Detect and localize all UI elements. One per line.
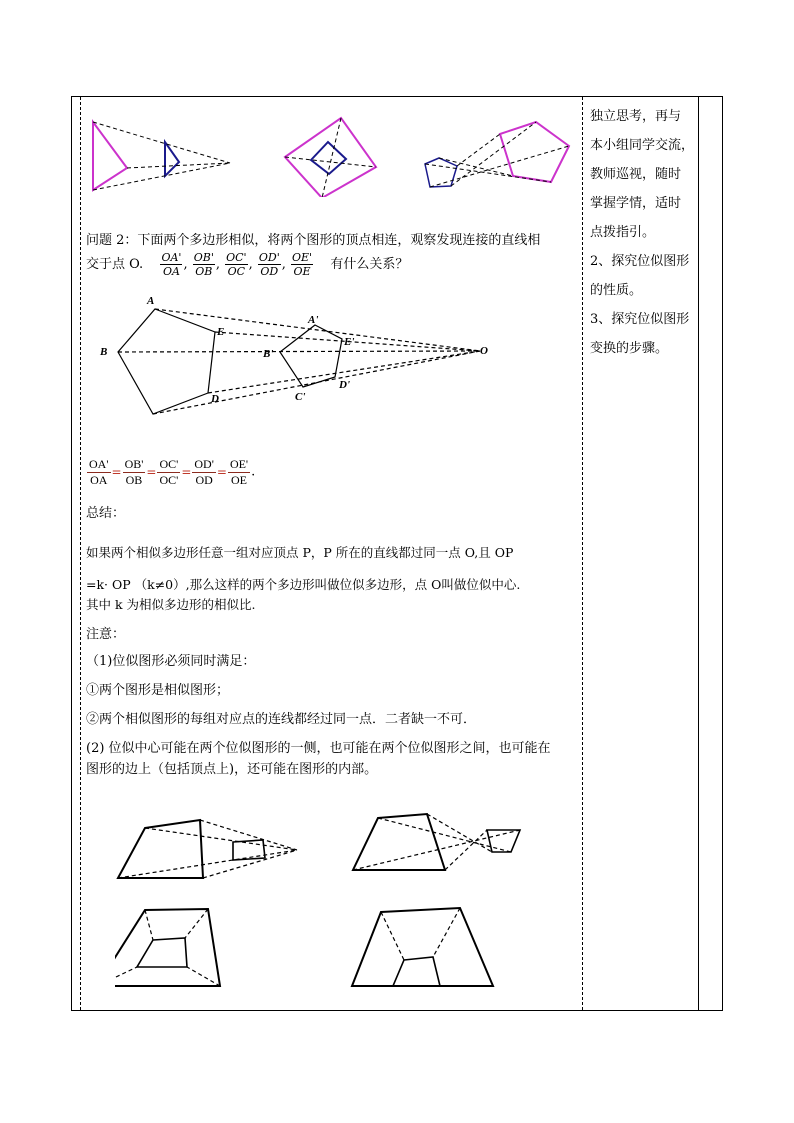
summary-line2: =k· OP （k≠0）,那么这样的两个多边形叫做位似多边形，点 O叫做位似中心.	[86, 577, 521, 592]
note1b: ②两个相似图形的每组对应点的连线都经过同一点．二者缺一不可．	[86, 712, 477, 727]
note-line: 独立思考，再与	[590, 109, 682, 124]
note-line: 的性质。	[590, 283, 643, 298]
label-E: E	[217, 326, 225, 338]
fraction: $\frac{OE'}{OE}$	[229, 456, 249, 487]
fraction: $\frac{OB'}{OB}$	[124, 456, 144, 487]
note-heading: 注意：	[86, 627, 126, 642]
note2-line2: 图形的边上（包括顶点上)，还可能在图形的内部。	[86, 762, 378, 777]
label-B: B	[100, 346, 108, 358]
summary-heading: 总结：	[86, 506, 126, 521]
label-D-prime: D'	[339, 379, 350, 391]
note-line: 教师巡视，随时	[590, 167, 682, 182]
note-line: 本小组同学交流，	[590, 138, 695, 153]
homothety-center-examples	[115, 810, 525, 995]
teacher-notes	[590, 102, 700, 363]
label-E-prime: E'	[344, 336, 355, 348]
label-D: D	[211, 393, 219, 405]
note-line: 点拨指引。	[590, 225, 656, 240]
note-line: 3、探究位似图形	[590, 312, 690, 327]
summary-line1: 如果两个相似多边形任意一组对应顶点 P，P 所在的直线都过同一点 O,且 OP	[86, 545, 514, 560]
note1: （1)位似图形必须同时满足：	[86, 654, 256, 669]
note1a: ①两个图形是相似图形；	[86, 683, 230, 698]
label-C-prime: C'	[295, 391, 306, 403]
pentagon-figure	[425, 122, 569, 187]
col-divider	[80, 97, 81, 1010]
fraction: $\frac{OE'}{OE}$	[292, 251, 313, 278]
note-line: 变换的步骤。	[590, 341, 669, 356]
ratio-equation: $\frac{OA'}{OA}$ = $\frac{OB'}{OB}$ = $\frac{OC'}{OC'}$ = $\frac{OD'}{OD}$ = $\frac{OE'}{OE}$ .	[89, 456, 256, 487]
fraction: $\frac{OA'}{OA}$	[89, 456, 109, 487]
triangle-figure	[93, 122, 230, 190]
fraction: $\frac{OC'}{OC'}$	[159, 456, 179, 487]
question2-line1: 问题 2：下面两个多边形相似，将两个图形的顶点相连，观察发现连接的直线相	[86, 233, 541, 248]
note-line: 掌握学情，适时	[590, 196, 682, 211]
fraction: $\frac{OB'}{OB}$	[193, 251, 214, 278]
question2-line2: 交于点 O. $\frac{OA'}{OA}$ , $\frac{OB'}{OB}$ , $\frac{OC'}{OC}$ , $\frac{OD'}{OD}$ , $\frac{OE'}{OE}$ 有什么关系？	[86, 251, 409, 278]
col-divider	[582, 97, 583, 1010]
label-B-prime: B'	[263, 348, 274, 360]
fraction: $\frac{OD'}{OD}$	[194, 456, 214, 487]
pentagon-homothety-diagram	[95, 290, 505, 420]
label-O: O	[480, 345, 488, 357]
quadrilateral-figure	[285, 118, 376, 197]
top-figures	[85, 112, 575, 197]
fraction: $\frac{OA'}{OA}$	[161, 251, 182, 278]
question2-prefix: 交于点 O.	[86, 257, 144, 272]
question2-suffix: 有什么关系？	[330, 257, 409, 272]
fraction: $\frac{OD'}{OD}$	[258, 251, 280, 278]
summary-line3: 其中 k 为相似多边形的相似比.	[86, 597, 256, 612]
label-A: A	[147, 295, 155, 307]
note2-line1: (2) 位似中心可能在两个位似图形的一侧，也可能在两个位似图形之间，也可能在	[86, 741, 551, 756]
note-line: 2、探究位似图形	[590, 254, 690, 269]
fraction: $\frac{OC'}{OC}$	[226, 251, 247, 278]
label-A-prime: A'	[308, 314, 319, 326]
